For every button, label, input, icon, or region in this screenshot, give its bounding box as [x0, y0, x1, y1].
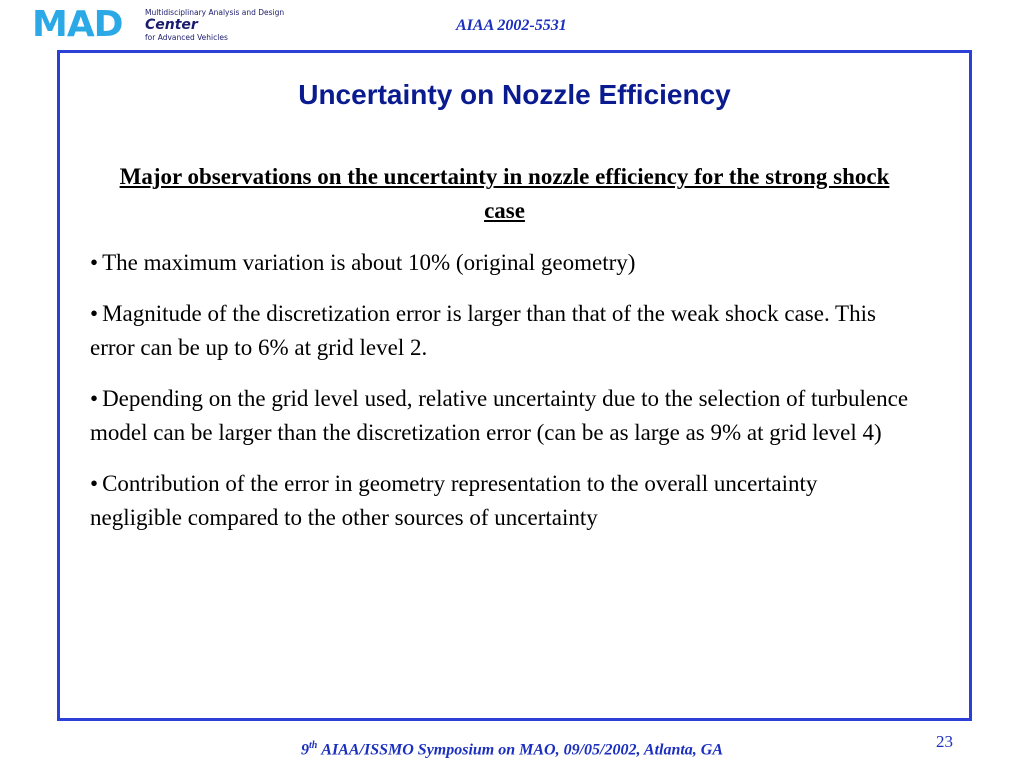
bullet-dot: •	[90, 471, 99, 496]
paper-id: AIAA 2002-5531	[456, 17, 567, 34]
section-heading: Major observations on the uncertainty in nozzle efficiency for the strong shock case	[119, 164, 890, 223]
slide-frame	[57, 50, 972, 721]
bullet-item	[90, 467, 915, 535]
logo-line3: for Advanced Vehicles	[145, 33, 228, 42]
logo-line2: Center	[145, 17, 198, 33]
logo-text	[145, 8, 284, 43]
bullet-text: Magnitude of the discretization error is larger than that of the weak shock case. This error can be up to 6% at grid level 2.	[90, 301, 876, 360]
footer-ordinal-suffix: th	[308, 740, 318, 751]
footer-citation	[0, 740, 1024, 759]
bullet-dot: •	[90, 301, 99, 326]
bullet-text: Depending on the grid level used, relative uncertainty due to the selection of turbulence model can be larger than the discretization error (can be as large as 9% at grid level 4)	[90, 386, 909, 445]
bullet-item	[90, 297, 915, 365]
bullet-text: Contribution of the error in geometry representation to the overall uncertainty negligible compared to the other sources of uncertainty	[90, 471, 818, 530]
slide-title: Uncertainty on Nozzle Efficiency	[298, 79, 731, 110]
footer-text: AIAA/ISSMO Symposium on MAO, 09/05/2002, Atlanta, GA	[321, 741, 724, 759]
logo-mark: MAD	[32, 4, 123, 45]
bullet-list	[90, 246, 915, 552]
page-number: 23	[936, 732, 953, 751]
footer-ordinal: 9	[300, 741, 309, 759]
logo-line1: Multidisciplinary Analysis and Design	[145, 8, 285, 17]
bullet-dot: •	[90, 386, 99, 411]
mad-center-logo	[32, 4, 292, 46]
bullet-text: The maximum variation is about 10% (original geometry)	[102, 250, 636, 275]
bullet-item	[90, 246, 915, 280]
bullet-dot: •	[90, 250, 99, 275]
bullet-item	[90, 382, 915, 450]
